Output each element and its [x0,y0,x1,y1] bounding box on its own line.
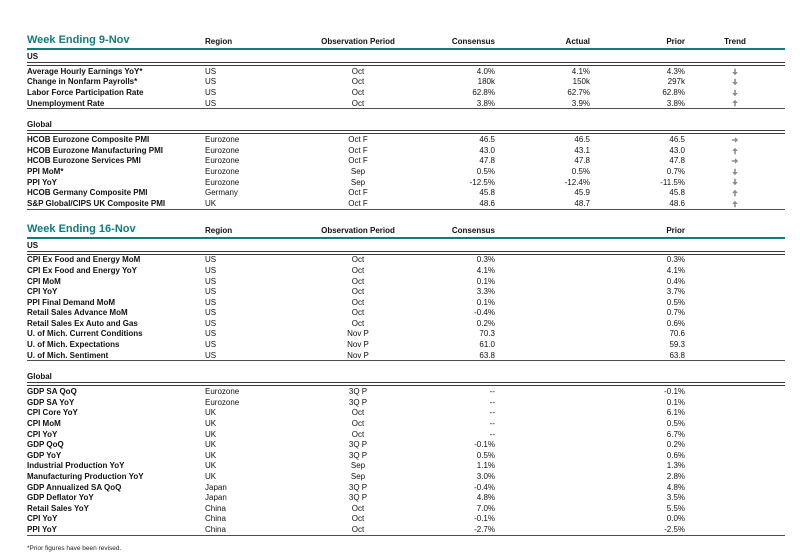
region-cell: Eurozone [205,397,240,407]
indicator-cell: Retail Sales Advance MoM [27,308,128,318]
table-row [27,350,785,361]
empty-cell [685,471,785,482]
empty-cell [685,514,785,525]
empty-cell [685,384,785,397]
table-row [27,450,785,461]
consensus-cell: 180k [477,77,495,87]
trend-cell [685,198,785,209]
table-row [27,265,785,276]
region-cell: China [205,514,226,524]
table-row [27,98,785,109]
consensus-cell: 62.8% [472,87,495,97]
region-cell: UK [205,440,217,450]
obs-period-cell: Nov P [303,350,413,361]
region-cell: Japan [205,493,227,503]
empty-cell [685,286,785,297]
region-cell: UK [205,408,217,418]
empty-cell [685,297,785,308]
consensus-cell: 47.8 [479,156,495,166]
trend-cell [685,187,785,198]
table-row [27,177,785,188]
obs-period-cell: Oct [351,77,365,87]
prior-cell: 47.8 [669,156,685,166]
indicator-cell: GDP YoY [27,450,62,460]
table-row [27,418,785,429]
consensus-cell: 0.5% [476,450,495,460]
region-cell: Germany [205,188,238,198]
indicator-cell: CPI YoY [27,514,58,524]
trend-up-icon [731,99,739,107]
obs-period-cell: Oct [303,98,413,109]
empty-cell [685,408,785,419]
empty-cell [685,329,785,340]
trend-down-icon [731,178,739,186]
region-cell: UK [205,461,217,471]
obs-period-cell: Oct [351,408,365,418]
obs-period-cell: Oct F [348,135,368,145]
table-row [27,429,785,440]
trend-up-icon [731,189,739,197]
prior-cell: 297k [667,77,685,87]
indicator-cell: HCOB Eurozone Services PMI [27,156,141,166]
table-row [27,397,785,408]
section-row-global [27,370,785,384]
trend-up-icon [731,147,739,155]
region-cell: US [205,98,303,109]
prior-cell: 0.4% [666,276,686,286]
indicator-cell: Change in Nonfarm Payrolls* [27,77,138,87]
region-cell: Eurozone [205,166,240,176]
empty-cell [685,482,785,493]
indicator-cell: HCOB Eurozone Manufacturing PMI [27,145,163,155]
column-header-prior: Prior [590,34,685,49]
region-cell: US [205,297,217,307]
table-row [27,77,785,88]
obs-period-cell: Oct [351,276,365,286]
trend-down-icon [731,78,739,86]
obs-period-cell: Oct [351,514,365,524]
obs-period-cell: Sep [350,461,366,471]
prior-cell: 4.3% [666,66,685,76]
prior-cell: 6.1% [666,408,686,418]
region-cell: US [205,66,217,76]
consensus-cell: -- [489,429,495,439]
obs-period-cell: Sep [350,472,366,482]
prior-cell: 43.0 [669,145,685,155]
column-header-region: Region [205,223,303,238]
indicator-cell: U. of Mich. Expectations [27,340,120,350]
indicator-cell: CPI Ex Food and Energy YoY [27,265,137,275]
consensus-cell: 46.5 [479,135,495,145]
actual-cell: 43.1 [574,145,590,155]
table-row [27,198,785,209]
consensus-cell: 4.8% [476,493,495,503]
trend-cell [685,132,785,145]
indicator-cell: Unemployment Rate [27,98,205,109]
obs-period-cell: Oct [351,429,365,439]
trend-up-icon [731,200,739,208]
obs-period-cell: 3Q P [348,450,368,460]
empty-cell [685,276,785,287]
consensus-cell: 0.3% [476,255,495,265]
prior-cell: 2.8% [666,472,686,482]
empty-cell [685,397,785,408]
consensus-cell: 45.8 [479,188,495,198]
indicator-cell: U. of Mich. Current Conditions [27,329,143,339]
actual-cell: 47.8 [574,156,590,166]
empty-cell [685,492,785,503]
consensus-cell: 3.3% [476,287,495,297]
indicator-cell: PPI YoY [27,524,205,535]
obs-period-cell: Oct [351,503,365,513]
actual-cell: 48.7 [495,198,590,209]
indicator-cell: PPI Final Demand MoM [27,297,116,307]
table-row [27,408,785,419]
table-row [27,339,785,350]
prior-cell: 0.1% [666,397,686,407]
prior-cell: 0.0% [666,514,686,524]
prior-cell: 62.8% [662,87,685,97]
consensus-cell: 48.6 [413,198,495,209]
table-row [27,253,785,266]
region-cell: US [205,276,217,286]
obs-period-cell: Nov P [347,340,369,350]
empty-cell [685,503,785,514]
obs-period-cell: Oct [351,265,365,275]
prior-cell: 5.5% [666,503,686,513]
indicator-cell: CPI MoM [27,419,61,429]
table-row [27,514,785,525]
consensus-cell: 0.5% [476,166,495,176]
column-header-empty [685,223,785,238]
column-header-consensus: Consensus [413,223,495,238]
obs-period-cell: Oct F [348,188,368,198]
prior-cell: 48.6 [590,198,685,209]
indicator-cell: GDP SA QoQ [27,387,77,397]
trend-cell [685,87,785,98]
table-row [27,524,785,535]
consensus-cell: -2.7% [413,524,495,535]
prior-cell: 6.7% [666,429,686,439]
prior-cell: 1.3% [666,461,686,471]
spacer-cell [27,109,785,119]
consensus-cell: 4.0% [476,66,495,76]
section-label-us: US [27,238,785,253]
obs-period-cell: Oct F [348,156,368,166]
trend-cell [685,98,785,109]
trend-right-icon [731,157,739,165]
consensus-cell: -0.1% [474,514,495,524]
spacer-cell [27,361,785,371]
section-row-global [27,118,785,132]
indicator-cell: PPI YoY [27,177,57,187]
obs-period-cell: Oct [351,318,365,328]
week-title: Week Ending 9-Nov [27,34,205,49]
consensus-cell: 43.0 [479,145,495,155]
prior-cell: 45.8 [669,188,685,198]
prior-cell: 4.1% [666,265,686,275]
week-title: Week Ending 16-Nov [27,223,205,238]
indicator-cell: Retail Sales Ex Auto and Gas [27,318,138,328]
empty-cell [685,418,785,429]
table-row [27,156,785,167]
consensus-cell: -- [489,397,495,407]
column-header-consensus: Consensus [413,34,495,49]
indicator-cell: Retail Sales YoY [27,503,89,513]
section-row-us [27,49,785,64]
table-row [27,187,785,198]
actual-cell: 62.7% [567,87,590,97]
table-row [27,461,785,472]
trend-cell [685,64,785,77]
actual-cell: 3.9% [495,98,590,109]
obs-period-cell: 3Q P [348,482,368,492]
header-row [27,223,785,238]
week-table-2 [27,223,785,536]
obs-period-cell: Oct F [303,198,413,209]
actual-cell: -12.4% [564,177,590,187]
consensus-cell: -- [489,419,495,429]
indicator-cell: CPI YoY [27,429,58,439]
region-cell: UK [205,472,217,482]
region-cell: Eurozone [205,135,240,145]
region-cell: Japan [205,482,227,492]
obs-period-cell: Oct [303,524,413,535]
region-cell: US [205,350,303,361]
region-cell: UK [205,419,217,429]
prior-cell: 0.7% [666,166,685,176]
indicator-cell: Average Hourly Earnings YoY* [27,66,143,76]
table-row [27,308,785,319]
obs-period-cell: Oct [351,297,365,307]
column-header-actual: Actual [495,34,590,49]
table-row [27,318,785,329]
actual-cell: 46.5 [574,135,590,145]
region-cell: US [205,87,217,97]
table-row [27,145,785,156]
table-row [27,482,785,493]
consensus-cell: 1.1% [476,461,495,471]
region-cell: US [205,77,217,87]
empty-cell [685,350,785,361]
empty-cell [685,253,785,266]
obs-period-cell: 3Q P [348,440,368,450]
consensus-cell: 70.3 [479,329,495,339]
section-label-global: Global [27,370,785,384]
table-row [27,297,785,308]
actual-cell: 150k [572,77,590,87]
indicator-cell: GDP SA YoY [27,397,75,407]
consensus-cell: 63.8 [413,350,495,361]
indicator-cell: HCOB Eurozone Composite PMI [27,135,150,145]
region-cell: US [205,308,217,318]
section-label-global: Global [27,118,785,132]
table-row [27,132,785,145]
region-cell: UK [205,450,217,460]
region-cell: UK [205,429,217,439]
trend-cell [685,145,785,156]
table-row [27,276,785,287]
prior-cell: 0.5% [666,419,686,429]
region-cell: Eurozone [205,387,240,397]
section-label-us: US [27,49,785,64]
region-cell: US [205,265,217,275]
prior-cell: 0.5% [666,297,686,307]
trend-right-icon [731,136,739,144]
empty-cell [685,339,785,350]
table-row [27,286,785,297]
region-cell: China [205,503,226,513]
table-row [27,87,785,98]
trend-cell [685,166,785,177]
indicator-cell: GDP QoQ [27,440,64,450]
consensus-cell: -0.4% [474,482,495,492]
obs-period-cell: Oct [351,87,365,97]
obs-period-cell: Sep [350,166,366,176]
consensus-cell: -12.5% [469,177,495,187]
trend-down-icon [731,168,739,176]
indicator-cell: Industrial Production YoY [27,461,125,471]
prior-cell: 0.6% [666,450,686,460]
region-cell: US [205,329,217,339]
obs-period-cell: Nov P [347,329,369,339]
indicator-cell: GDP Annualized SA QoQ [27,482,122,492]
header-row [27,34,785,49]
prior-cell: 3.5% [666,493,686,503]
indicator-cell: Labor Force Participation Rate [27,87,144,97]
indicator-cell: CPI Ex Food and Energy MoM [27,255,141,265]
empty-cell [685,265,785,276]
column-header-prior: Prior [495,223,685,238]
region-cell: China [205,524,303,535]
prior-cell: -2.5% [495,524,685,535]
consensus-cell: -0.4% [474,308,495,318]
empty-cell [685,429,785,440]
prior-cell: 0.2% [666,440,686,450]
prior-cell: 0.7% [666,308,686,318]
obs-period-cell: 3Q P [348,493,368,503]
table-row [27,384,785,397]
indicator-cell: U. of Mich. Sentiment [27,350,205,361]
table-row [27,64,785,77]
indicator-cell: CPI Core YoY [27,408,78,418]
weeks-container [27,34,785,536]
column-header-observation-period: Observation Period [303,34,413,49]
prior-cell: 0.3% [666,255,686,265]
column-header-trend: Trend [685,34,785,49]
consensus-cell: 61.0 [479,340,495,350]
consensus-cell: -- [489,387,495,397]
region-cell: US [205,340,217,350]
footnote: *Prior figures have been revised. [27,544,122,552]
region-cell: Eurozone [205,156,240,166]
actual-cell: 0.5% [571,166,590,176]
consensus-cell: 0.1% [476,276,495,286]
column-header-region: Region [205,34,303,49]
prior-cell: -0.1% [664,387,686,397]
obs-period-cell: Oct [351,287,365,297]
obs-period-cell: Oct [351,419,365,429]
table-row [27,503,785,514]
prior-cell: 3.7% [666,287,686,297]
obs-period-cell: Oct [351,66,365,76]
column-header-observation-period: Observation Period [303,223,413,238]
table-row [27,439,785,450]
indicator-cell: CPI YoY [27,287,58,297]
section-spacer [27,361,785,371]
prior-cell: 59.3 [669,340,686,350]
empty-cell [685,524,785,535]
empty-cell [685,308,785,319]
trend-down-icon [731,89,739,97]
prior-cell: 63.8 [495,350,685,361]
consensus-cell: 3.8% [413,98,495,109]
consensus-cell: 0.2% [476,318,495,328]
consensus-cell: 0.1% [476,297,495,307]
week-table-1 [27,34,785,210]
trend-cell [685,156,785,167]
indicator-cell: HCOB Germany Composite PMI [27,188,148,198]
table-row [27,166,785,177]
indicator-cell: S&P Global/CIPS UK Composite PMI [27,198,205,209]
consensus-cell: 3.0% [476,472,495,482]
trend-cell [685,77,785,88]
indicator-cell: GDP Deflator YoY [27,493,94,503]
empty-cell [685,450,785,461]
consensus-cell: -- [489,408,495,418]
obs-period-cell: Oct [351,308,365,318]
consensus-cell: 4.1% [476,265,495,275]
indicator-cell: PPI MoM* [27,166,64,176]
consensus-cell: 7.0% [476,503,495,513]
obs-period-cell: Sep [350,177,366,187]
region-cell: US [205,287,217,297]
empty-cell [685,439,785,450]
prior-cell: 46.5 [669,135,685,145]
section-row-us [27,238,785,253]
region-cell: US [205,255,217,265]
trend-down-icon [731,68,739,76]
obs-period-cell: 3Q P [348,387,368,397]
prior-cell: 4.8% [666,482,686,492]
actual-cell: 45.9 [574,188,590,198]
obs-period-cell: 3Q P [348,397,368,407]
table-row [27,471,785,482]
prior-cell: 3.8% [590,98,685,109]
obs-period-cell: Oct F [348,145,368,155]
table-row [27,329,785,340]
actual-cell: 4.1% [571,66,590,76]
obs-period-cell: Oct [351,255,365,265]
indicator-cell: CPI MoM [27,276,61,286]
region-cell: UK [205,198,303,209]
indicator-cell: Manufacturing Production YoY [27,472,144,482]
table-row [27,492,785,503]
prior-cell: 0.6% [666,318,686,328]
consensus-cell: -0.1% [474,440,495,450]
section-spacer [27,109,785,119]
trend-cell [685,177,785,188]
prior-cell: -11.5% [660,177,685,187]
region-cell: Eurozone [205,177,240,187]
region-cell: Eurozone [205,145,240,155]
empty-cell [685,461,785,472]
prior-cell: 70.6 [669,329,686,339]
region-cell: US [205,318,217,328]
empty-cell [685,318,785,329]
